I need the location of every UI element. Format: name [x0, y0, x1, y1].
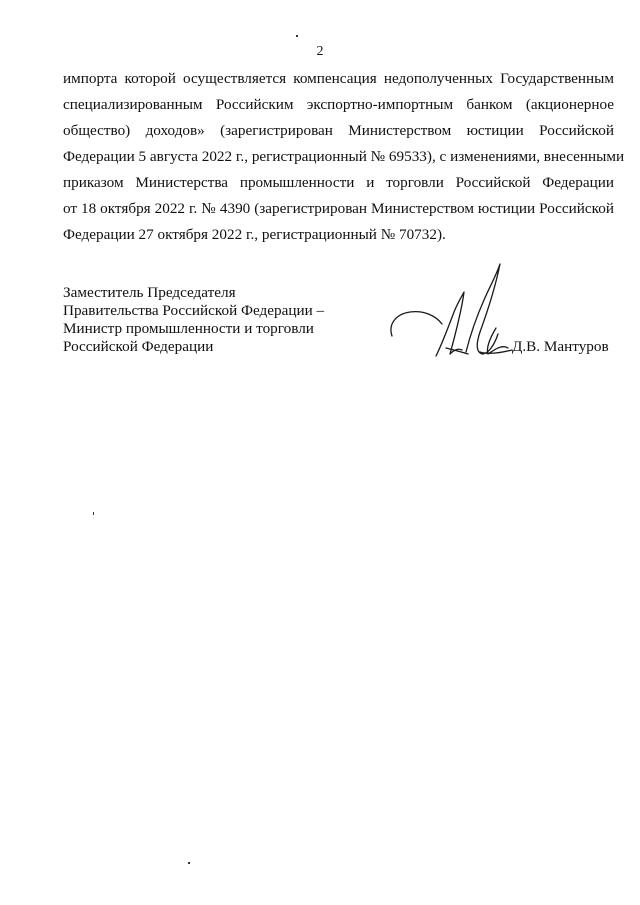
page-number: 2: [316, 44, 324, 59]
scan-speck: [188, 862, 190, 864]
body-line: специализированным Российским экспортно-импортным банком (акционерное: [63, 96, 614, 113]
signer-name: Д.В. Мантуров: [512, 338, 609, 355]
body-line: Федерации 5 августа 2022 г., регистрационный № 69533), с изменениями, внесенными: [63, 148, 625, 165]
body-line: Федерации 27 октября 2022 г., регистрационный № 70732).: [63, 226, 446, 243]
signature-icon: [384, 258, 519, 358]
signatory-title: [63, 284, 324, 356]
signatory-title-line: Министр промышленности и торговли: [63, 320, 314, 337]
body-line: от 18 октября 2022 г. № 4390 (зарегистрирован Министерством юстиции Российской: [63, 200, 614, 217]
body-paragraph: [63, 66, 625, 248]
scan-speck: [296, 35, 298, 37]
signatory-title-line: Правительства Российской Федерации –: [63, 302, 325, 319]
body-line: приказом Министерства промышленности и торговли Российской Федерации: [63, 174, 614, 191]
body-line: общество) доходов» (зарегистрирован Министерством юстиции Российской: [63, 122, 614, 139]
body-line: импорта которой осуществляется компенсация недополученных Государственным: [63, 70, 614, 87]
signatory-title-line: Заместитель Председателя: [63, 284, 236, 301]
scan-speck: [93, 512, 94, 515]
signatory-title-line: Российской Федерации: [63, 338, 214, 355]
